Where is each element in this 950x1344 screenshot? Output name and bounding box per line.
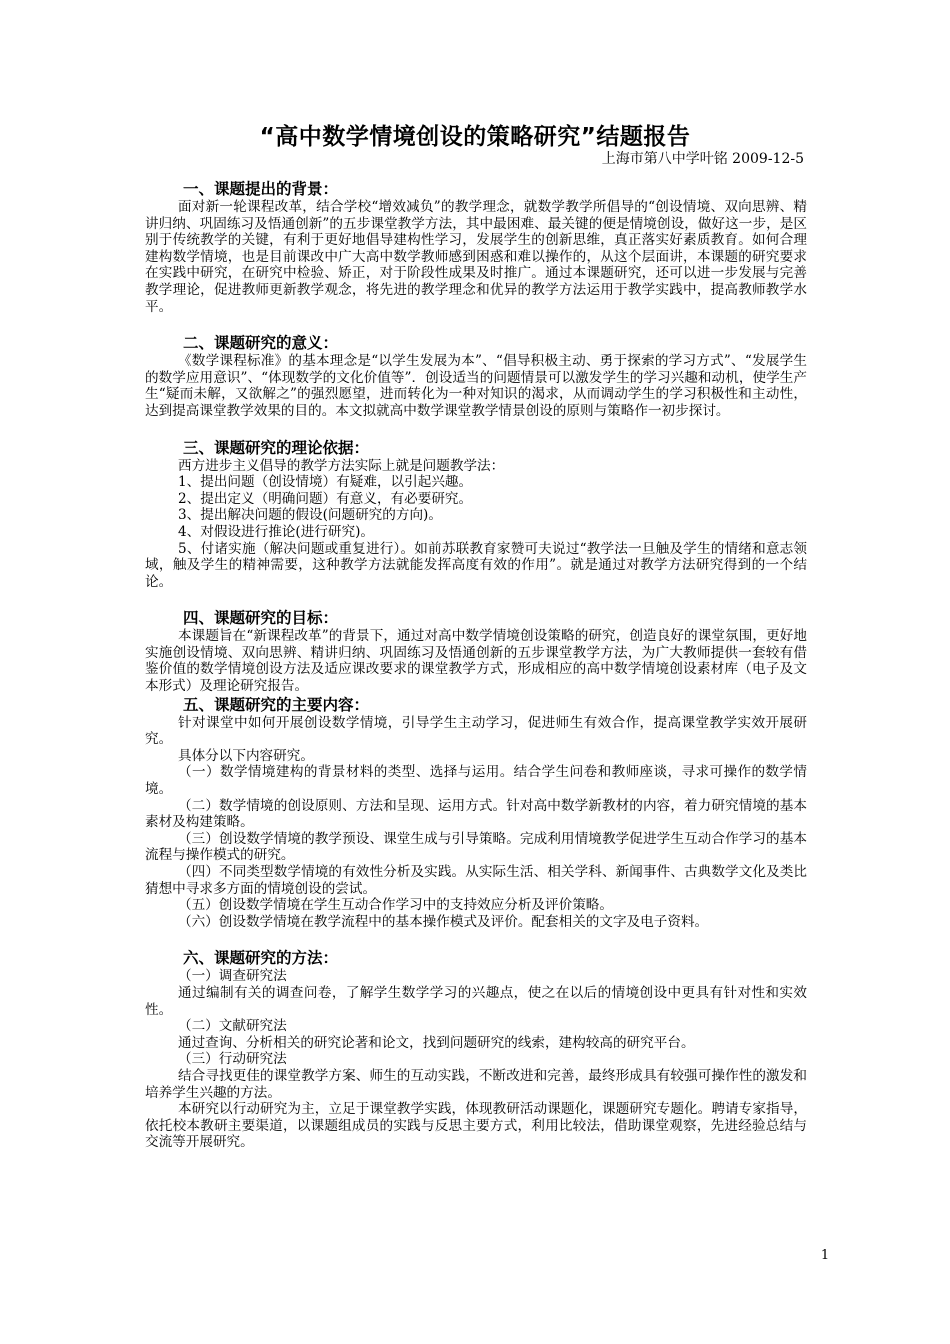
list-item: （二）数学情境的创设原则、方法和呈现、运用方式。针对高中数学新教材的内容，着力研究情境的基本素材及构建策略。 [145,797,807,831]
section-methods [145,949,807,1151]
subheading: （三）行动研究法 [178,1051,287,1068]
section-goals [145,609,807,694]
list-item: （四）不同类型数学情境的有效性分析及实践。从实际生活、相关学科、新闻事件、古典数学文化及类比猜想中寻求多方面的情境创设的尝试。 [145,864,807,897]
list-item: 4、对假设进行推论(进行研究)。 [178,523,374,540]
section-background [145,180,807,315]
paragraph: 结合寻找更佳的课堂教学方案、师生的互动实践，不断改进和完善，最终形成具有较强可操作性的激发和培养学生兴趣的方法。 [145,1067,807,1101]
subheading: （二）文献研究法 [178,1018,287,1035]
paragraph: 本研究以行动研究为主，立足于课堂教学实践，体现教研活动课题化，课题研究专题化。聘请专家指导，依托校本教研主要渠道，以课题组成员的实践与反思主要方式，利用比较法，借助课堂观察，先进经验总结与交流等开展研究。 [145,1101,807,1151]
paragraph: 本课题旨在“新课程改革”的背景下，通过对高中数学情境创设策略的研究，创造良好的课堂氛围，更好地实施创设情境、双向思辨、精讲归纳、巩固练习及悟通创新的五步课堂教学方法，为广大教师提供一套较有借鉴价值的数学情境创设方法及适应课改要求的课堂教学方式，形成相应的高中数学情境创设素材库（电子及文本形式）及理论研究报告。 [145,628,807,695]
paragraph: 《数学课程标准》的基本理念是“以学生发展为本”、“倡导积极主动、勇于探索的学习方式”、“发展学生的数学应用意识”、“体现数学的文化价值等”．创设适当的问题情景可以激发学生的学习兴趣和动机，使学生产生“疑而未解，又欲解之”的强烈愿望，进而转化为一种对知识的渴求，从而调动学生的学习积极性和主动性，达到提高课堂教学效果的目的。本文拟就高中数学课堂教学情景创设的原则与策略作一初步探讨。 [145,353,807,419]
section-heading: 二、课题研究的意义： [183,334,339,353]
paragraph: 通过编制有关的调查问卷，了解学生数学学习的兴趣点，使之在以后的情境创设中更具有针对性和实效性。 [145,984,807,1018]
document-title: “高中数学情境创设的策略研究”结题报告 [259,124,691,150]
author-date-line: 上海市第八中学叶铭 2009-12-5 [601,151,804,167]
section-significance [145,334,807,419]
paragraph: 具体分以下内容研究。 [178,747,314,764]
subheading: （一）调查研究法 [178,968,287,985]
page-number: 1 [820,1248,830,1263]
paragraph: 针对课堂中如何开展创设数学情境，引导学生主动学习，促进师生有效合作，提高课堂教学实效开展研究。 [145,714,807,748]
list-item: 1、提出问题（创设情境）有疑难，以引起兴趣。 [178,474,473,491]
list-item: （六）创设数学情境在教学流程中的基本操作模式及评价。配套相关的文字及电子资料。 [178,913,709,930]
section-theory [145,439,807,591]
list-item: （五）创设数学情境在学生互动合作学习中的支持效应分析及评价策略。 [178,897,613,914]
section-heading: 四、课题研究的目标： [183,609,339,628]
section-heading: 五、课题研究的主要内容： [183,695,370,714]
list-item: 3、提出解决问题的假设(问题研究的方向)。 [178,507,442,524]
section-heading: 三、课题研究的理论依据： [183,438,370,457]
section-content [145,696,807,931]
section-heading: 一、课题提出的背景： [183,180,339,198]
list-item: （一）数学情境建构的背景材料的类型、选择与运用。结合学生问卷和教师座谈，寻求可操作的数学情境。 [145,764,807,798]
paragraph: 面对新一轮课程改革，结合学校“增效减负”的教学理念，就数学教学所倡导的“创设情境、双向思辨、精讲归纳、巩固练习及悟通创新”的五步课堂教学方法，其中最困难、最关键的便是情境创设，做好这一步，是区别于传统教学的关键，有利于更好地倡导建构性学习，发展学生的创新思维，真正落实好素质教育。如何合理建构数学情境，也是目前课改中广大高中数学教师感到困惑和难以操作的，从这个层面讲，本课题的研究要求在实践中研究，在研究中检验、矫正，对于阶段性成果及时推广。通过本课题研究，还可以进一步发展与完善教学理论，促进教师更新教学观念，将先进的教学理念和优异的教学方法运用于教学实践中，提高教师教学水平。 [145,199,807,315]
document-body [145,180,807,1151]
list-item: （三）创设数学情境的教学预设、课堂生成与引导策略。完成利用情境教学促进学生互动合作学习的基本流程与操作模式的研究。 [145,830,807,864]
list-item: 2、提出定义（明确问题）有意义，有必要研究。 [178,490,473,507]
paragraph: 通过查询、分析相关的研究论著和论文，找到问题研究的线索，建构较高的研究平台。 [178,1034,695,1051]
list-item: 5、付诸实施（解决问题或重复进行）。如前苏联教育家赞可夫说过“教学法一旦触及学生的情绪和意志领域，触及学生的精神需要，这种教学方法就能发挥高度有效的作用”。就是通过对教学方法研究得到的一个结论。 [145,540,807,590]
paragraph: 西方进步主义倡导的教学方法实际上就是问题教学法： [178,457,505,474]
section-heading: 六、课题研究的方法： [183,949,339,968]
